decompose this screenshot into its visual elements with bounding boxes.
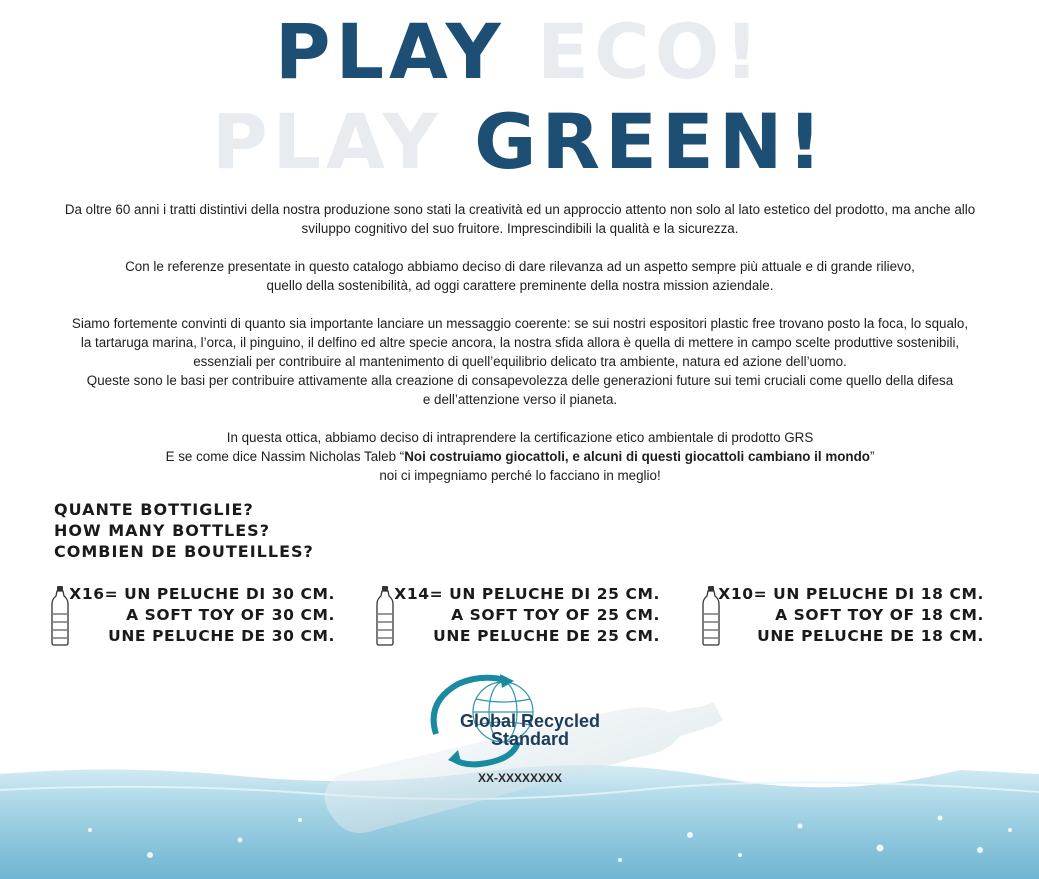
offer-text (69, 584, 335, 647)
text-line: e dell’attenzione verso il pianeta. (422, 392, 618, 407)
bottle-icon (51, 586, 69, 646)
grs-code: XX-XXXXXXXX (477, 771, 563, 785)
offer-line-it: X14= UN PELUCHE DI 25 CM. (394, 585, 660, 603)
offer-25cm (376, 584, 676, 650)
offer-text (394, 584, 660, 647)
quote-bold: Noi costruiamo giocattoli, e alcuni di questi giocattoli cambiano il mondo (404, 449, 870, 464)
text-line: Queste sono le basi per contribuire attivamente alla creazione di consapevolezza delle generazioni future sui temi cruciali come quello della difesa (86, 373, 954, 388)
offer-line-en: A SOFT TOY OF 25 CM. (451, 606, 660, 624)
headline-eco: ECO! (537, 7, 765, 96)
text-line: quello della sostenibilità, ad oggi carattere preminente della nostra mission aziendale. (266, 278, 774, 293)
text-line: Siamo fortemente convinti di quanto sia importante lanciare un messaggio coerente: se sui nostri espositori plastic free trovano posto la foca, lo squalo, (71, 316, 969, 331)
intro-text (20, 200, 1020, 504)
question-it: QUANTE BOTTIGLIE? (54, 500, 254, 519)
offer-line-it: X10= UN PELUCHE DI 18 CM. (718, 585, 984, 603)
question-en: HOW MANY BOTTLES? (54, 521, 270, 540)
paragraph-2 (20, 257, 1020, 295)
text-line: Da oltre 60 anni i tratti distintivi della nostra produzione sono stati la creatività ed un approccio attento non solo al lato estetico del prodotto, ma anche allo (64, 202, 976, 217)
offer-line-fr: UNE PELUCHE DE 30 CM. (108, 627, 335, 645)
offer-line-en: A SOFT TOY OF 18 CM. (775, 606, 984, 624)
paragraph-4 (20, 428, 1020, 485)
quote-post: ” (869, 449, 875, 464)
offer-line-en: A SOFT TOY OF 30 CM. (126, 606, 335, 624)
offer-line-fr: UNE PELUCHE DE 18 CM. (757, 627, 984, 645)
headline-line-2 (0, 97, 1039, 186)
text-line: Con le referenze presentate in questo catalogo abbiamo deciso di dare rilevanza ad un aspetto sempre più attuale e di grande rilievo, (125, 259, 915, 274)
offer-line-fr: UNE PELUCHE DE 25 CM. (433, 627, 660, 645)
bottles-question (54, 499, 314, 562)
text-line: noi ci impegniamo perché lo facciano in meglio! (379, 468, 661, 483)
quote-line (20, 447, 1020, 466)
headline-play-2: PLAY (211, 97, 443, 186)
bottle-icon (376, 586, 394, 646)
headline-play-1: PLAY (274, 7, 506, 96)
offer-18cm (702, 584, 1002, 650)
question-fr: COMBIEN DE BOUTEILLES? (54, 542, 314, 561)
text-line: In questa ottica, abbiamo deciso di intraprendere la certificazione etico ambientale di prodotto GRS (226, 430, 814, 445)
offer-line-it: X16= UN PELUCHE DI 30 CM. (69, 585, 335, 603)
headline-line-1 (0, 7, 1039, 96)
paragraph-1 (20, 200, 1020, 238)
text-line: la tartaruga marina, l’orca, il pinguino, il delfino ed altre specie ancora, la nostra sfida allora è quella di mettere in campo scelte produttive sostenibili, (80, 335, 960, 350)
grs-line-2: Standard (490, 729, 569, 749)
offer-text (718, 584, 984, 647)
grs-line-1: Global Recycled (459, 711, 601, 731)
quote-pre: E se come dice Nassim Nicholas Taleb “ (165, 449, 405, 464)
grs-label (455, 712, 605, 748)
paragraph-3 (20, 314, 1020, 409)
text-line: essenziali per contribuire al mantenimento di quell’equilibrio delicato tra ambiente, natura ed azione dell’uomo. (193, 354, 847, 369)
text-line: sviluppo cognitivo del suo fruitore. Imprescindibili la qualità e la sicurezza. (301, 221, 739, 236)
headline-green: GREEN! (474, 97, 828, 186)
offer-30cm (51, 584, 351, 650)
